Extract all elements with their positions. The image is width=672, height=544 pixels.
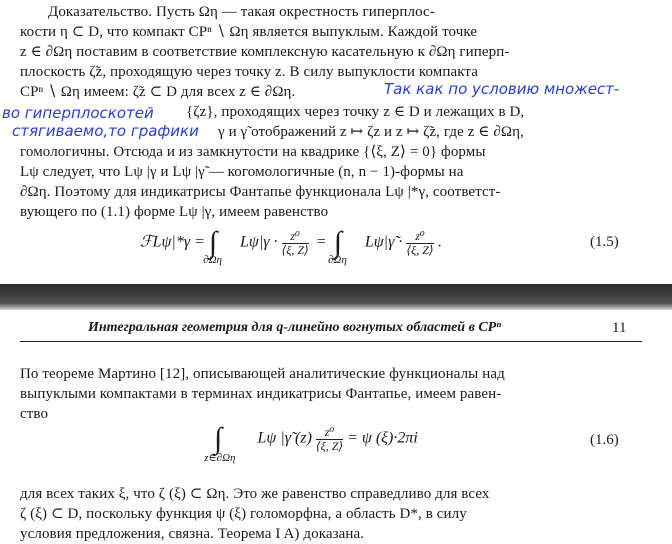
equation-1-5: ℱLψ|*γ = $\int_{\partial\Omega\eta}$ Lψ|γ · $\frac{\text{z⁰}}{⟨\xi, Z⟩}$ = $\int_{\partial\Omega\eta}$ Lψ|γ̃ · $\frac{\text{z⁰}}{⟨\xi, Z⟩}$ . (140, 226, 442, 266)
text-line-3: z ∈ ∂Ωη поставим в соответствие комплексную касательную к ∂Ωη гиперп- (20, 44, 510, 60)
page-gap-divider (0, 284, 672, 310)
eq15-integrand-1: Lψ|γ · (240, 233, 278, 251)
eq15-domain-1: ∂Ωη (203, 253, 222, 266)
eq15-integrand-2: Lψ|γ̃ · (364, 233, 403, 251)
text-line-6: {ζz}, проходящих через точку z ∈ D и лежащих в D, (186, 104, 525, 120)
text-line-5: CPⁿ ∖ Ωη имеем: ζ̃z ⊂ D для всех z ∈ ∂Ωη. (20, 84, 296, 100)
eq15-fraction-2: $\frac{\text{z⁰}}{⟨\xi, Z⟩}$ (406, 228, 434, 257)
eq16-domain: z∈∂Ωη (204, 451, 236, 464)
body-line-1: По теореме Мартино [12], описывающей аналитические функционалы над (20, 366, 505, 382)
eq15-lhs: ℱLψ|*γ = (140, 233, 205, 251)
eq15-tag: (1.5) (590, 234, 619, 250)
text-line-2: кости η ⊂ D, что компакт CPⁿ ∖ Ωη является выпуклым. Каждой точке (20, 24, 478, 40)
eq15-domain-2: ∂Ωη (327, 253, 347, 266)
page-number: 11 (612, 320, 627, 336)
text-line-1: Доказательство. Пусть Ωη — такая окрестность гиперплос- (48, 4, 435, 20)
text-line-10: ∂Ωη. Поэтому для индикатрисы Фантапье функционала Lψ |*γ, соответст- (20, 184, 501, 200)
integral-sign-icon: ∫ (333, 226, 342, 259)
closing-line-1: для всех таких ξ, что ζ (ξ) ⊂ Ωη. Это же равенство справедливо для всех (20, 486, 490, 502)
body-line-3: ство (20, 406, 49, 422)
lower-page-fragment (0, 310, 672, 542)
annotation-line-3: стягиваемо,то графики (12, 122, 199, 140)
text-line-9: Lψ следует, что Lψ |γ и Lψ |γ̃ — когомологичные (n, n − 1)-формы на (20, 164, 464, 180)
eq16-integrand: Lψ |γ̃ (z) (257, 429, 312, 447)
text-line-8: гомологичны. Отсюда и из замкнутости на квадрике {⟨ξ, Z⟩ = 0} формы (20, 144, 486, 160)
body-line-2: выпуклыми компактами в терминах индикатрисы Фантапье, имеем равен- (20, 386, 502, 402)
text-line-7: γ и γ̃ отображений z ↦ ζz и z ↦ ζ̃z, где z ∈ ∂Ωη, (218, 124, 524, 140)
eq15-fraction-1: $\frac{\text{z⁰}}{⟨\xi, Z⟩}$ (281, 228, 309, 257)
text-line-4: плоскость ζ̃z, проходящую через точку z. В силу выпуклости компакта (20, 64, 479, 80)
closing-line-2: ζ (ξ) ⊂ D, поскольку функция ψ (ξ) голоморфна, а область D*, в силу (20, 506, 467, 522)
annotation-line-1: Так как по условию множест- (384, 80, 620, 98)
running-header: Интегральная геометрия для q-линейно вогнутых областей в CPⁿ (88, 320, 502, 335)
eq16-tag: (1.6) (590, 432, 619, 448)
text-line-11: вующего по (1.1) форме Lψ |γ, имеем равенство (20, 204, 329, 220)
eq16-rhs: = ψ (ξ)·2πi (347, 429, 418, 447)
eq16-fraction: $\frac{\text{z⁰}}{⟨\xi, Z⟩}$ (315, 424, 344, 453)
integral-sign-icon: ∫ (208, 226, 218, 259)
annotation-line-2: во гиперплоскотей (2, 104, 154, 122)
header-rule (20, 341, 642, 342)
integral-sign-icon: ∫ (214, 422, 223, 455)
closing-line-3: условия предложения, связна. Теорема I A) доказана. (20, 526, 365, 542)
